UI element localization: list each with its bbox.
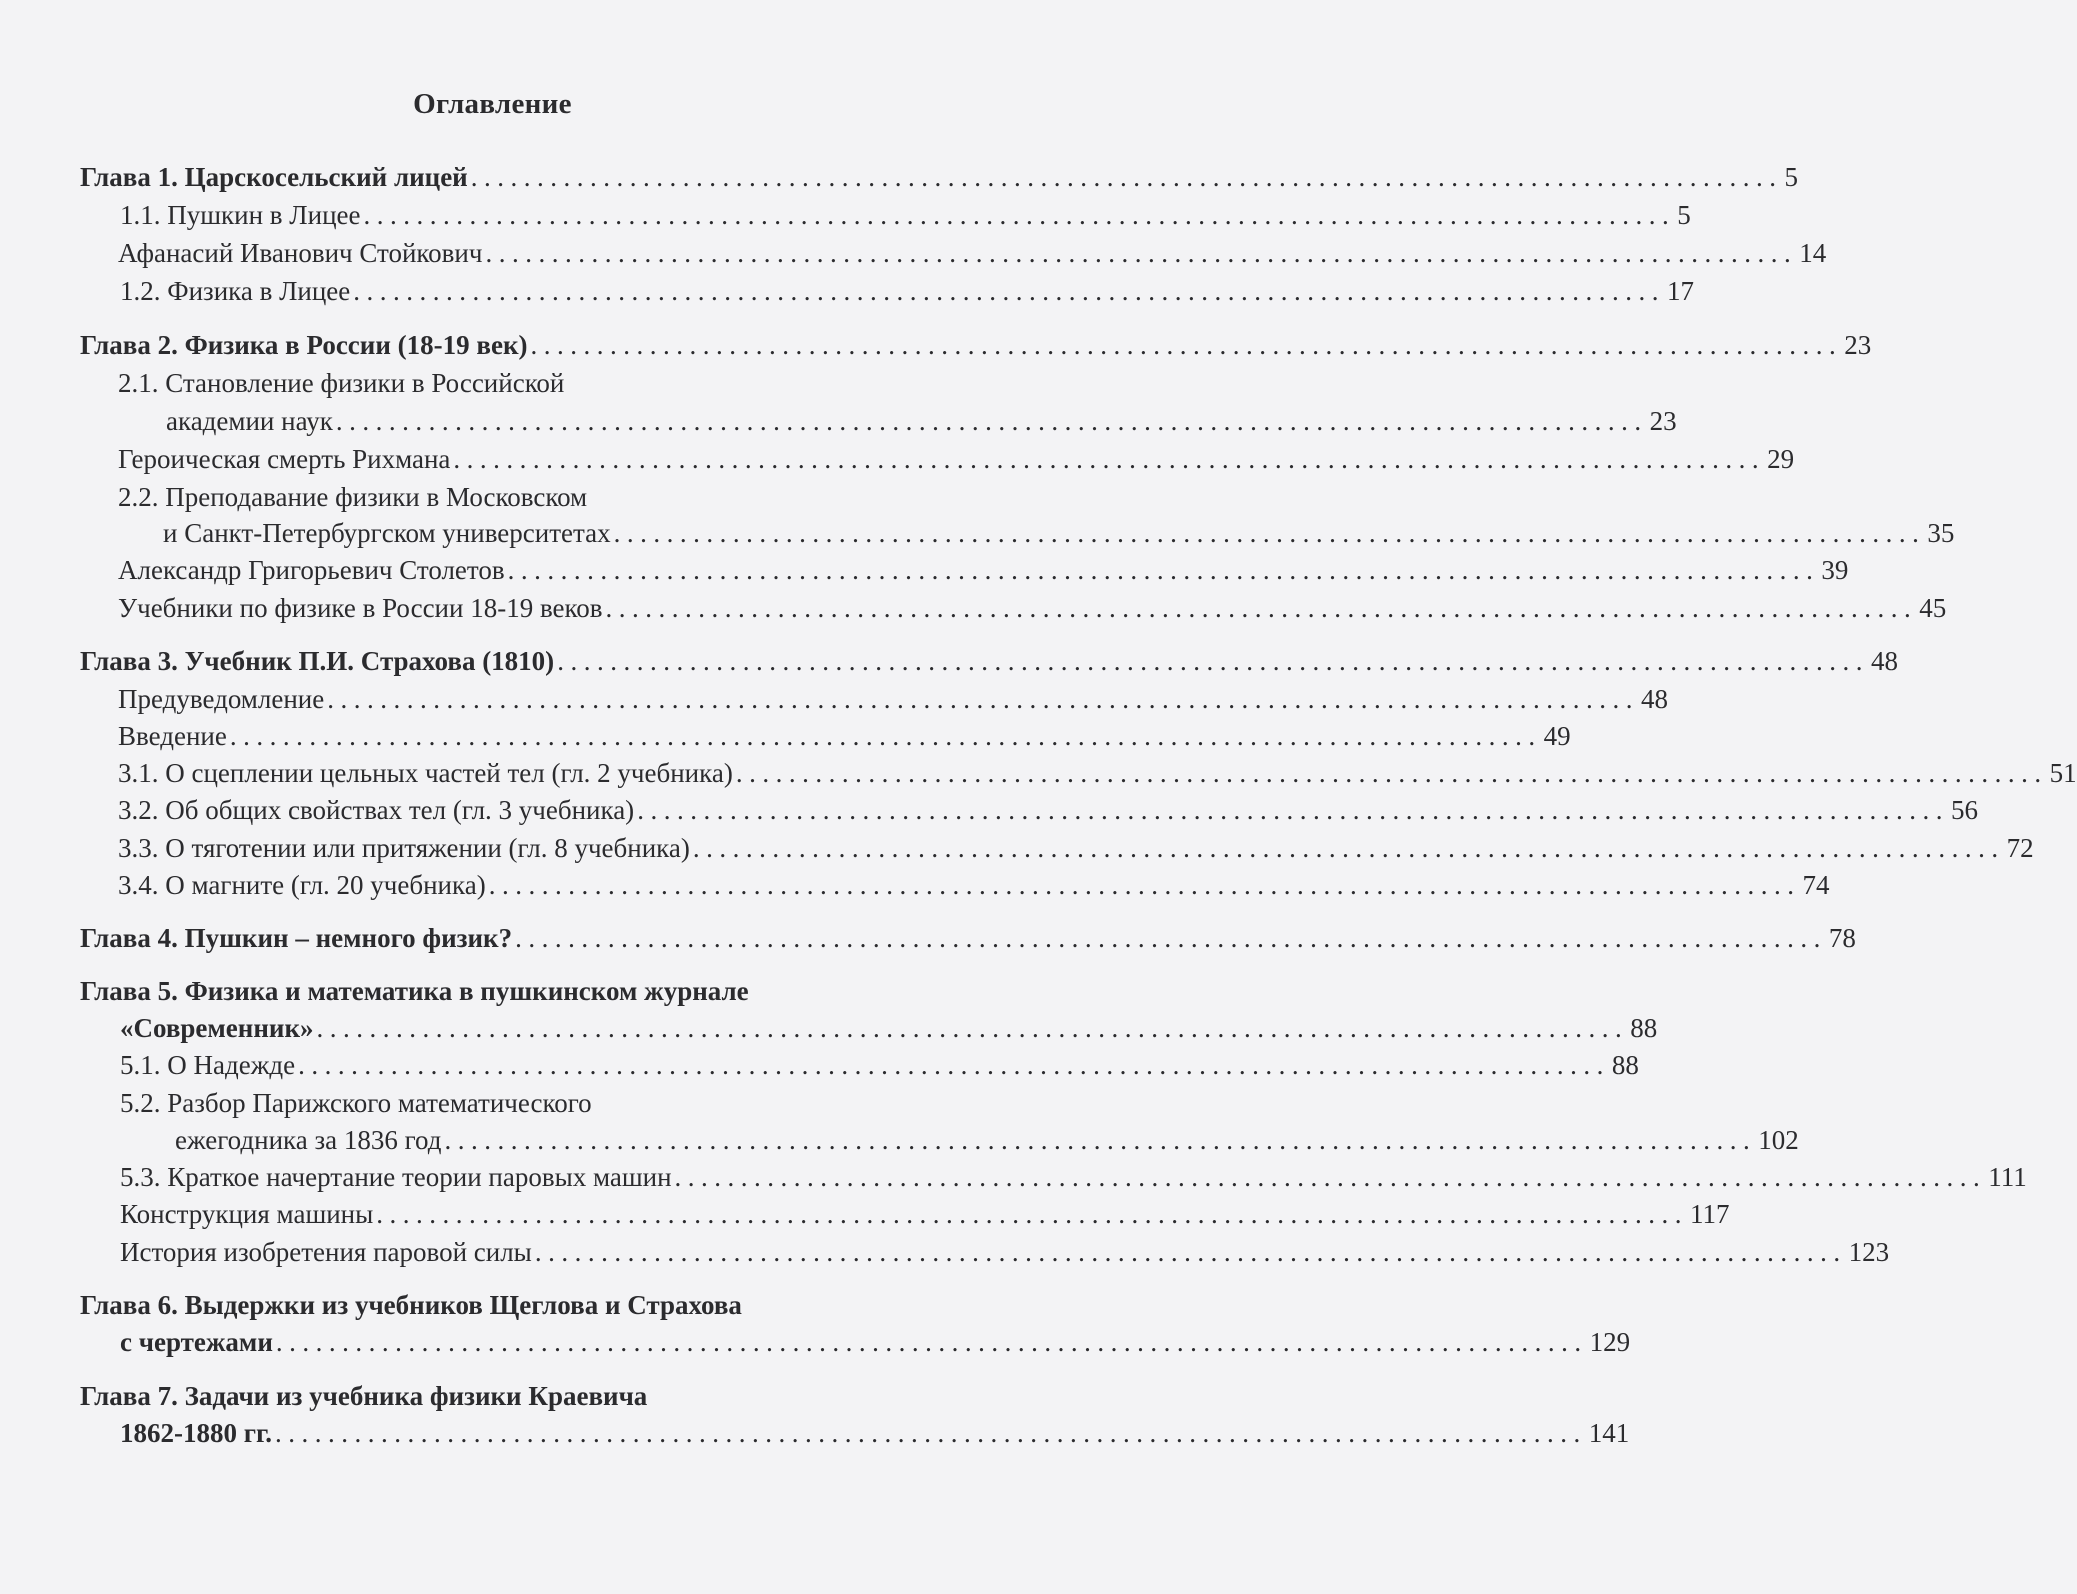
toc-entry: 5.1. О Надежде ................................................................................................... 88 [120,1050,1639,1080]
toc-entry: История изобретения паровой силы ................................................................................................... 123 [120,1237,1890,1267]
toc-entry: Глава 3. Учебник П.И. Страхова (1810) ................................................................................................... 48 [80,646,1898,676]
toc-entry: Предуведомление ................................................................................................... 48 [118,684,1668,714]
toc-entry: Александр Григорьевич Столетов ................................................................................................... 39 [118,555,1849,585]
toc-entry: 5.2. Разбор Парижского математического [120,1088,592,1118]
toc-entry: Глава 5. Физика и математика в пушкинском журнале [80,976,749,1006]
toc-entry: и Санкт-Петербургском университетах ................................................................................................... 35 [163,518,1955,548]
toc-entry: «Современник» ................................................................................................... 88 [120,1013,1658,1043]
toc-entry: 1862-1880 гг. ................................................................................................... 141 [120,1418,1630,1448]
toc-entry: Глава 7. Задачи из учебника физики Краевича [80,1381,648,1411]
toc-entry: 3.2. Об общих свойствах тел (гл. 3 учебника) ................................................................................................... 56 [118,795,1978,825]
toc-entry: 5.3. Краткое начертание теории паровых машин ................................................................................................... 111 [120,1162,2027,1192]
toc-entry: 2.2. Преподавание физики в Московском [118,482,588,512]
toc-entry: Глава 1. Царскосельский лицей ................................................................................................... 5 [80,162,1798,192]
toc-entry: Введение ................................................................................................... 49 [118,721,1571,751]
toc-entry: 2.1. Становление физики в Российской [118,368,565,398]
toc-entry: Героическая смерть Рихмана ................................................................................................... 29 [118,444,1795,474]
toc-entry: 1.2. Физика в Лицее ................................................................................................... 17 [120,276,1695,306]
toc-entry: Афанасий Иванович Стойкович ................................................................................................... 14 [118,238,1827,268]
toc-title: Оглавление [413,88,572,120]
toc-entry: Глава 4. Пушкин – немного физик? ................................................................................................... 78 [80,923,1856,953]
toc-entry: 3.1. О сцеплении цельных частей тел (гл. 2 учебника) ................................................................................................... 51 [118,758,2077,788]
toc-entry: Глава 6. Выдержки из учебников Щеглова и Страхова [80,1290,742,1320]
toc-entry: с чертежами ................................................................................................... 129 [120,1327,1631,1357]
toc-entry: Учебники по физике в России 18-19 веков ................................................................................................... 45 [118,593,1947,623]
toc-entry: 3.3. О тяготении или притяжении (гл. 8 учебника) ................................................................................................... 72 [118,833,2034,863]
toc-entry: Глава 2. Физика в России (18-19 век) ................................................................................................... 23 [80,330,1872,360]
toc-entry: 3.4. О магните (гл. 20 учебника) ................................................................................................... 74 [118,870,1830,900]
toc-entry: академии наук ................................................................................................... 23 [166,406,1677,436]
toc-entry: ежегодника за 1836 год ................................................................................................... 102 [175,1125,1799,1155]
toc-entry: Конструкция машины ................................................................................................... 117 [120,1199,1730,1229]
toc-entry: 1.1. Пушкин в Лицее ................................................................................................... 5 [120,200,1691,230]
